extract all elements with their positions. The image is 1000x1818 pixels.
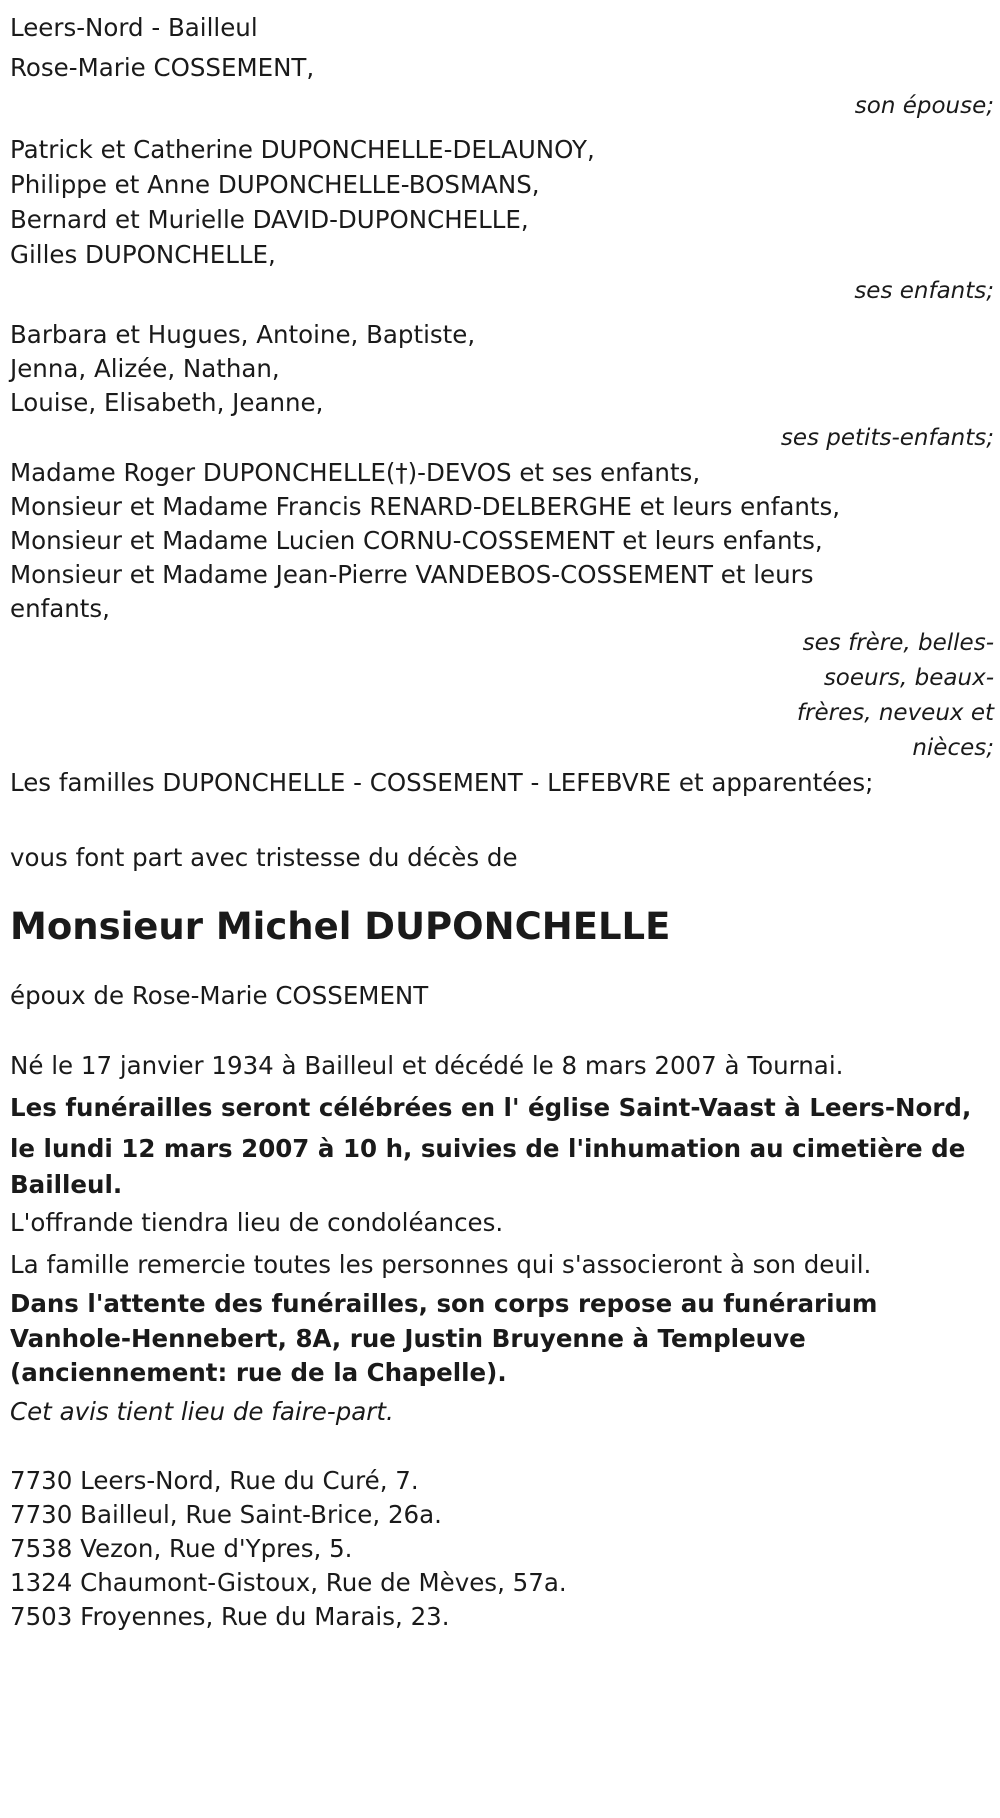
child-name: Bernard et Murielle DAVID-DUPONCHELLE, (10, 205, 529, 234)
child-name: Gilles DUPONCHELLE, (10, 240, 276, 269)
spouse-name: Rose-Marie COSSEMENT, (10, 53, 315, 82)
siblings-role-line: nièces; (912, 735, 994, 761)
viewing-line: Vanhole-Hennebert, 8A, rue Justin Bruyenne à Templeuve (10, 1324, 806, 1353)
sibling-line: Monsieur et Madame Jean-Pierre VANDEBOS-COSSEMENT et leurs (10, 560, 814, 589)
funeral-line: le lundi 12 mars 2007 à 10 h, suivies de l'inhumation au cimetière de (10, 1134, 966, 1163)
grandchild-line: Barbara et Hugues, Antoine, Baptiste, (10, 320, 476, 349)
birth-death-line: Né le 17 janvier 1934 à Bailleul et décédé le 8 mars 2007 à Tournai. (10, 1051, 844, 1080)
sibling-line: Monsieur et Madame Francis RENARD-DELBERGHE et leurs enfants, (10, 492, 841, 521)
address-line: 7503 Froyennes, Rue du Marais, 23. (10, 1602, 450, 1631)
spouse-role: son épouse; (854, 93, 994, 119)
viewing-info (10, 1286, 994, 1390)
deceased-name: Monsieur Michel DUPONCHELLE (10, 905, 671, 948)
viewing-line: Dans l'attente des funérailles, son corps repose au funérarium (10, 1289, 878, 1318)
siblings-role (784, 626, 994, 766)
families-line: Les familles DUPONCHELLE - COSSEMENT - LEFEBVRE et apparentées; (10, 768, 874, 797)
viewing-line: (anciennement: rue de la Chapelle). (10, 1358, 507, 1387)
child-name: Patrick et Catherine DUPONCHELLE-DELAUNOY, (10, 135, 595, 164)
sibling-line: Madame Roger DUPONCHELLE(†)-DEVOS et ses enfants, (10, 458, 701, 487)
siblings-role-line: frères, neveux et (796, 700, 994, 726)
sibling-line: Monsieur et Madame Lucien CORNU-COSSEMENT et leurs enfants, (10, 526, 823, 555)
offering-line: L'offrande tiendra lieu de condoléances. (10, 1208, 504, 1237)
grandchildren-section (10, 318, 994, 456)
siblings-role-line: soeurs, beaux- (823, 665, 994, 691)
spouse-section (10, 48, 994, 124)
siblings-section (10, 456, 994, 766)
children-role: ses enfants; (854, 278, 994, 304)
sibling-line: enfants, (10, 594, 110, 623)
address-line: 1324 Chaumont-Gistoux, Rue de Mèves, 57a. (10, 1568, 567, 1597)
location-line: Leers-Nord - Bailleul (10, 13, 258, 42)
siblings-role-line: ses frère, belles- (802, 630, 994, 656)
child-name: Philippe et Anne DUPONCHELLE-BOSMANS, (10, 170, 540, 199)
funeral-line: Les funérailles seront célébrées en l' église Saint-Vaast à Leers-Nord, (10, 1093, 972, 1122)
spouse-of-line: époux de Rose-Marie COSSEMENT (10, 981, 429, 1010)
grandchild-line: Jenna, Alizée, Nathan, (10, 354, 280, 383)
thanks-line: La famille remercie toutes les personnes qui s'associeront à son deuil. (10, 1250, 872, 1279)
notice-line: Cet avis tient lieu de faire-part. (10, 1397, 394, 1426)
children-section (10, 132, 994, 310)
address-line: 7730 Bailleul, Rue Saint-Brice, 26a. (10, 1500, 442, 1529)
grandchildren-role: ses petits-enfants; (780, 425, 994, 451)
addresses-list (10, 1464, 994, 1634)
funeral-line: Bailleul. (10, 1170, 123, 1199)
announcement-line: vous font part avec tristesse du décès de (10, 843, 518, 872)
funeral-info (10, 1086, 994, 1202)
address-line: 7730 Leers-Nord, Rue du Curé, 7. (10, 1466, 419, 1495)
address-line: 7538 Vezon, Rue d'Ypres, 5. (10, 1534, 353, 1563)
grandchild-line: Louise, Elisabeth, Jeanne, (10, 388, 324, 417)
